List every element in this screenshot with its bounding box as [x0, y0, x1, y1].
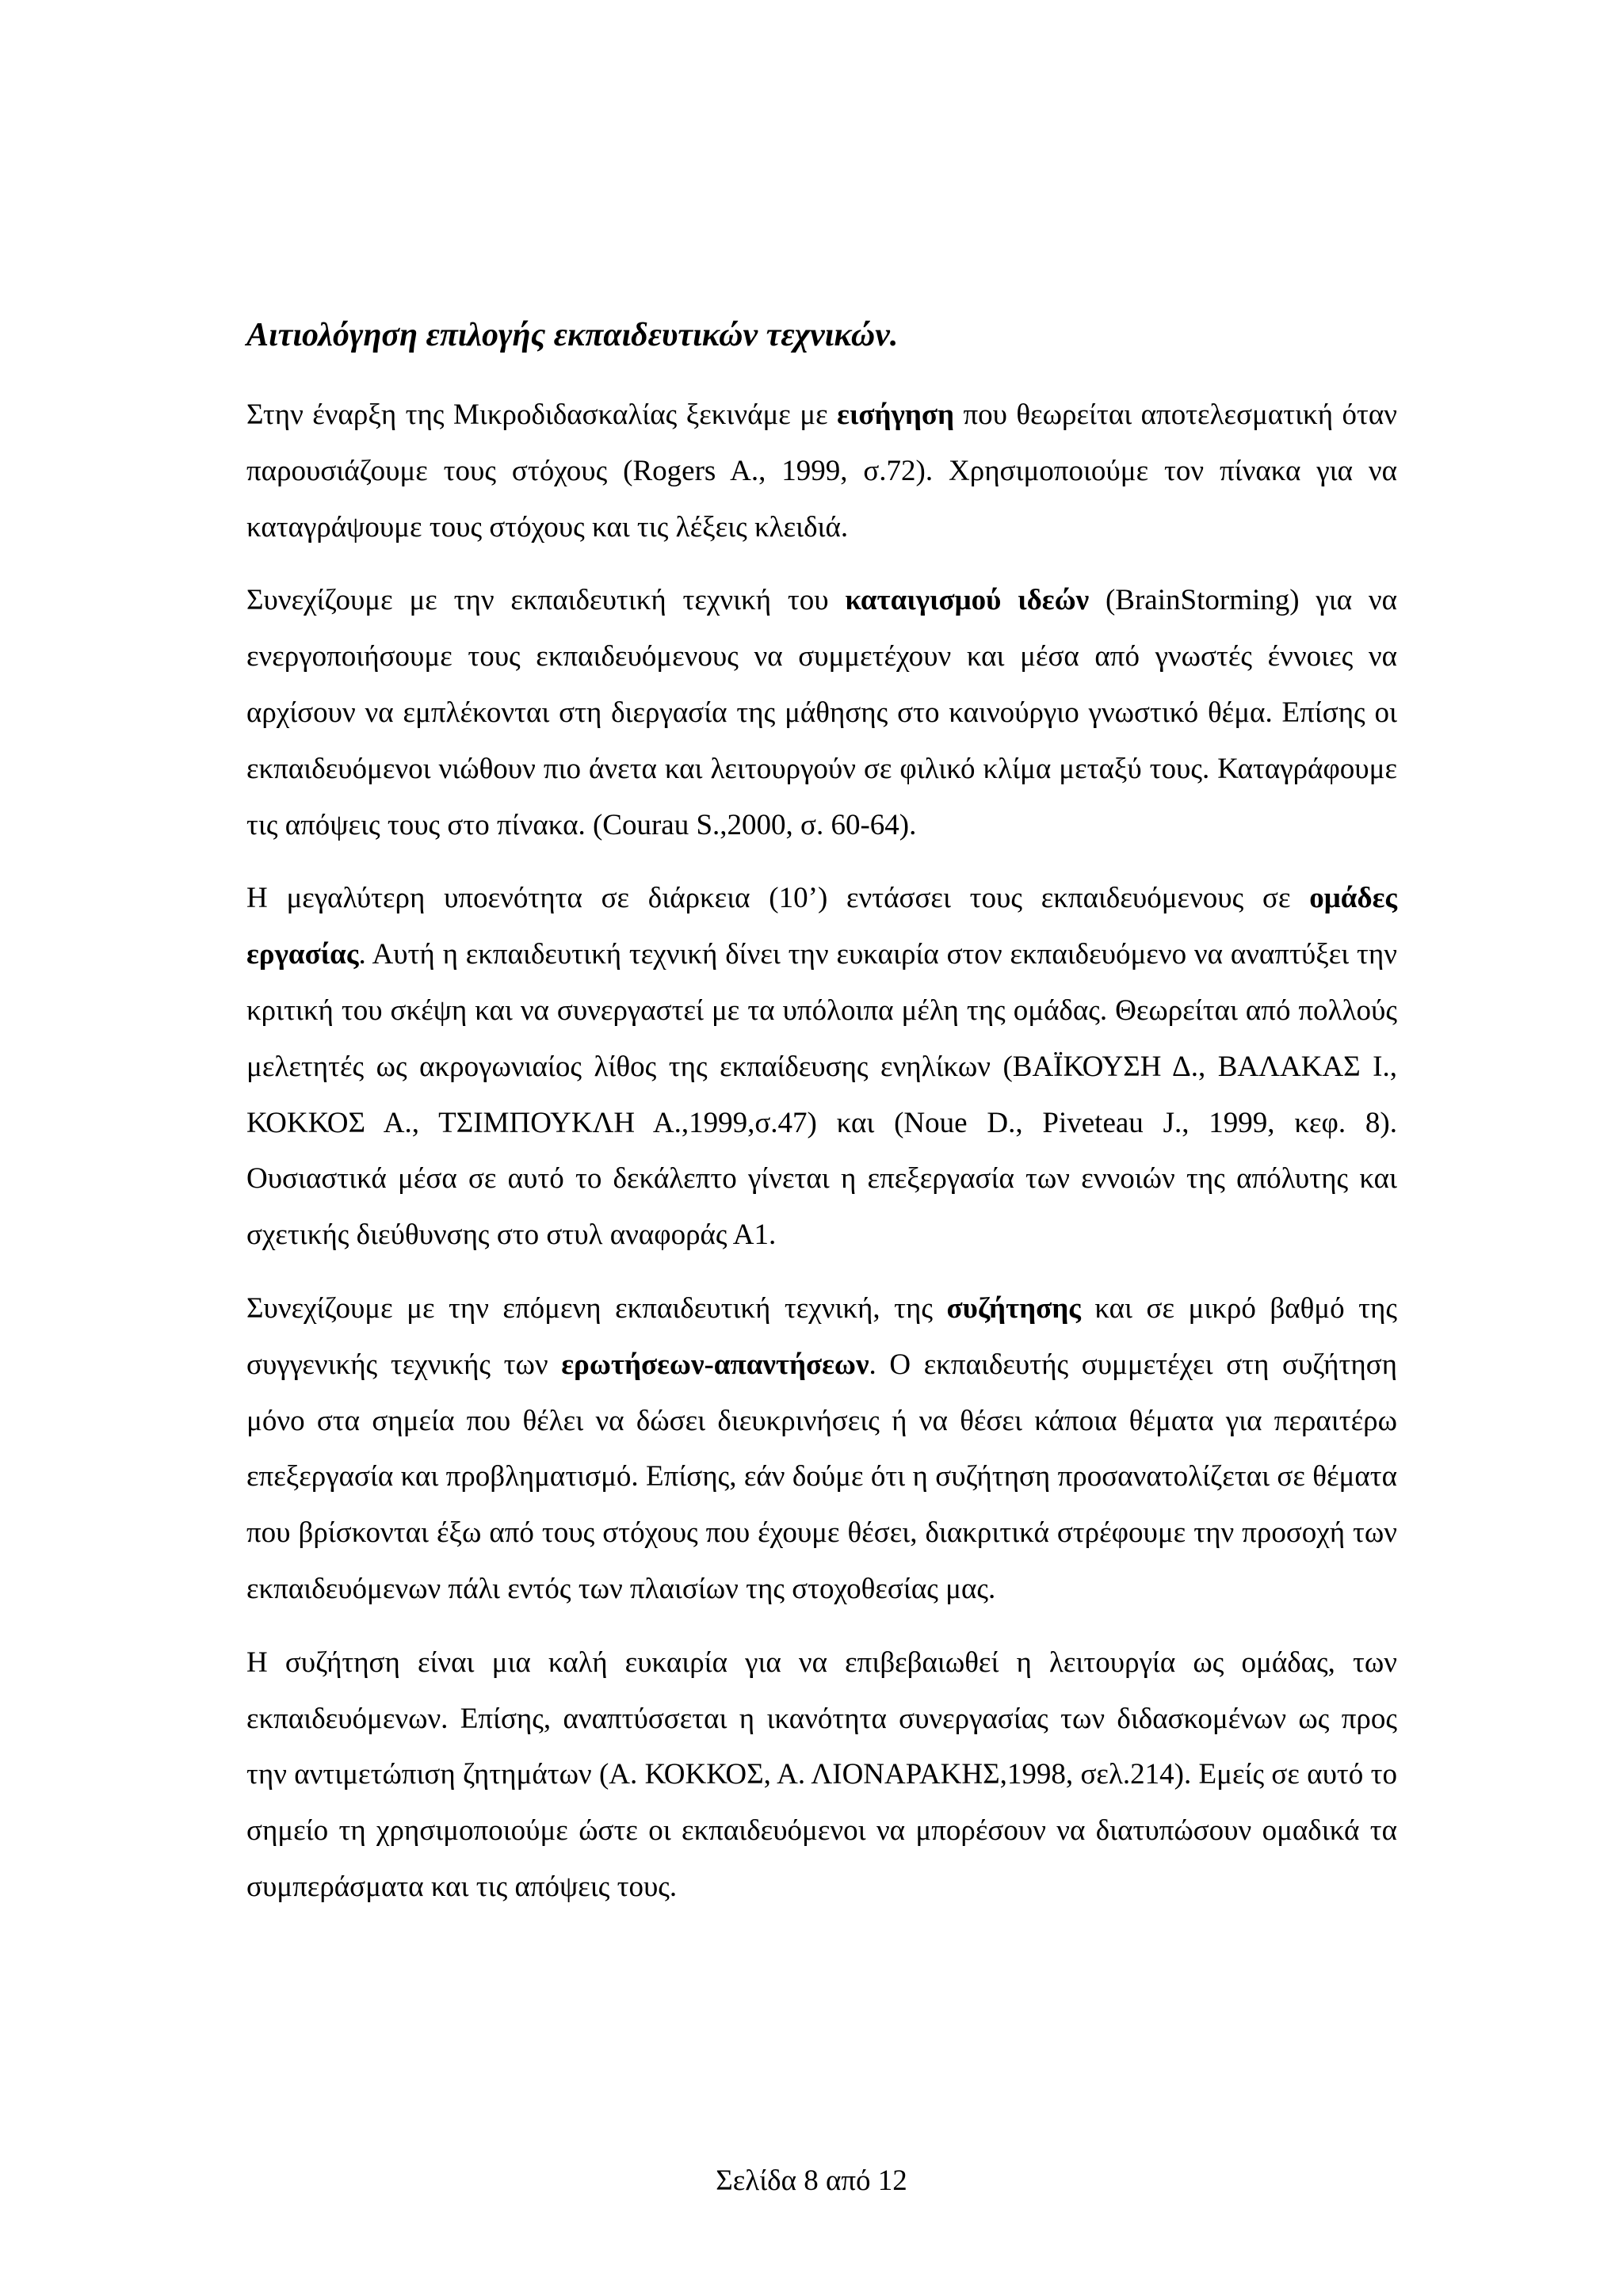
page-content	[246, 311, 1397, 1933]
section-heading: Αιτιολόγηση επιλογής εκπαιδευτικών τεχνικών.	[246, 317, 899, 353]
paragraph-4-text-d: . Ο εκπαιδευτής συμμετέχει στη συζήτηση μόνο στα σημεία που θέλει να δώσει διευκρινήσεις ή να θέσει κάποια θέματα για περαιτέρω επεξεργασία και προβληματισμό. Επίσης, εάν δούμε ότι η συζήτηση προσανατολίζεται σε θέματα που βρίσκονται έξω από τους στόχους που έχουμε θέσει, διακριτικά στρέφουμε την προσοχή των εκπαιδευόμενων πάλι εντός των πλαισίων της στοχοθεσίας μας.	[246, 1348, 1397, 1605]
term-questions-answers: ερωτήσεων-απαντήσεων	[561, 1348, 869, 1381]
paragraph-2	[246, 573, 1397, 853]
term-discussion: συζήτησης	[946, 1291, 1081, 1325]
paragraph-4-text-a: Συνεχίζουμε με την επόμενη εκπαιδευτική τεχνική, της	[246, 1291, 947, 1325]
term-brainstorming: καταιγισμού ιδεών	[845, 584, 1090, 617]
paragraph-2-text-a: Συνεχίζουμε με την εκπαιδευτική τεχνική του	[246, 584, 846, 617]
paragraph-2-text-c: (BrainStorming) για να ενεργοποιήσουμε τους εκπαιδευόμενους να συμμετέχουν και μέσα από γνωστές έννοιες να αρχίσουν να εμπλέκονται στη διεργασία της μάθησης στο καινούργιο γνωστικό θέμα. Επίσης οι εκπαιδευόμενοι νιώθουν πιο άνετα και λειτουργούν σε φιλικό κλίμα μεταξύ τους. Καταγράφουμε τις απόψεις τους στο πίνακα. (Courau S.,2000, σ. 60-64).	[246, 584, 1398, 841]
paragraph-1	[246, 387, 1397, 555]
term-work-groups: ομάδες εργασίας	[246, 882, 1397, 971]
paragraph-4	[246, 1281, 1397, 1618]
paragraph-3-text-c: . Αυτή η εκπαιδευτική τεχνική δίνει την ευκαιρία στον εκπαιδευόμενο να αναπτύξει την κριτική του σκέψη και να συνεργαστεί με τα υπόλοιπα μέλη της ομάδας. Θεωρείται από πολλούς μελετητές ως ακρογωνιαίος λίθος της εκπαίδευσης ενηλίκων (ΒΑΪΚΟΥΣΗ Δ., ΒΑΛΑΚΑΣ Ι., ΚΟΚΚΟΣ Α., ΤΣΙΜΠΟΥΚΛΗ Α.,1999,σ.47) και (Noue D., Piveteau J., 1999, κεφ. 8). Ουσιαστικά μέσα σε αυτό το δεκάλεπτο γίνεται η επεξεργασία των εννοιών της απόλυτης και σχετικής διεύθυνσης στο στυλ αναφοράς Α1.	[246, 938, 1397, 1252]
paragraph-3	[246, 871, 1397, 1264]
paragraph-1-text-a: Στην έναρξη της Μικροδιδασκαλίας ξεκινάμε με	[246, 399, 838, 431]
paragraph-4-text-c: και σε μικρό βαθμό της συγγενικής τεχνικής των	[246, 1291, 1397, 1381]
paragraph-1-text-c: που θεωρείται αποτελεσματική όταν παρουσιάζουμε τους στόχους (Rogers A., 1999, σ.72). Χρησιμοποιούμε τον πίνακα για να καταγράψουμε τους στόχους και τις λέξεις κλειδιά.	[246, 399, 1397, 543]
term-eisigisi: εισήγηση	[837, 399, 954, 431]
paragraph-3-text-a: Η μεγαλύτερη υποενότητα σε διάρκεια (10’) εντάσσει τους εκπαιδευόμενους σε	[246, 882, 1310, 915]
page-number-footer: Σελίδα 8 από 12	[716, 2164, 907, 2197]
paragraph-5: Η συζήτηση είναι μια καλή ευκαιρία για να επιβεβαιωθεί η λειτουργία ως ομάδας, των εκπαιδευόμενων. Επίσης, αναπτύσσεται η ικανότητα συνεργασίας των διδασκομένων ως προς την αντιμετώπιση ζητημάτων (Α. ΚΟΚΚΟΣ, Α. ΛΙΟΝΑΡΑΚΗΣ,1998, σελ.214). Εμείς σε αυτό το σημείο τη χρησιμοποιούμε ώστε οι εκπαιδευόμενοι να μπορέσουν να διατυπώσουν ομαδικά τα συμπεράσματα και τις απόψεις τους.	[246, 1646, 1397, 1903]
